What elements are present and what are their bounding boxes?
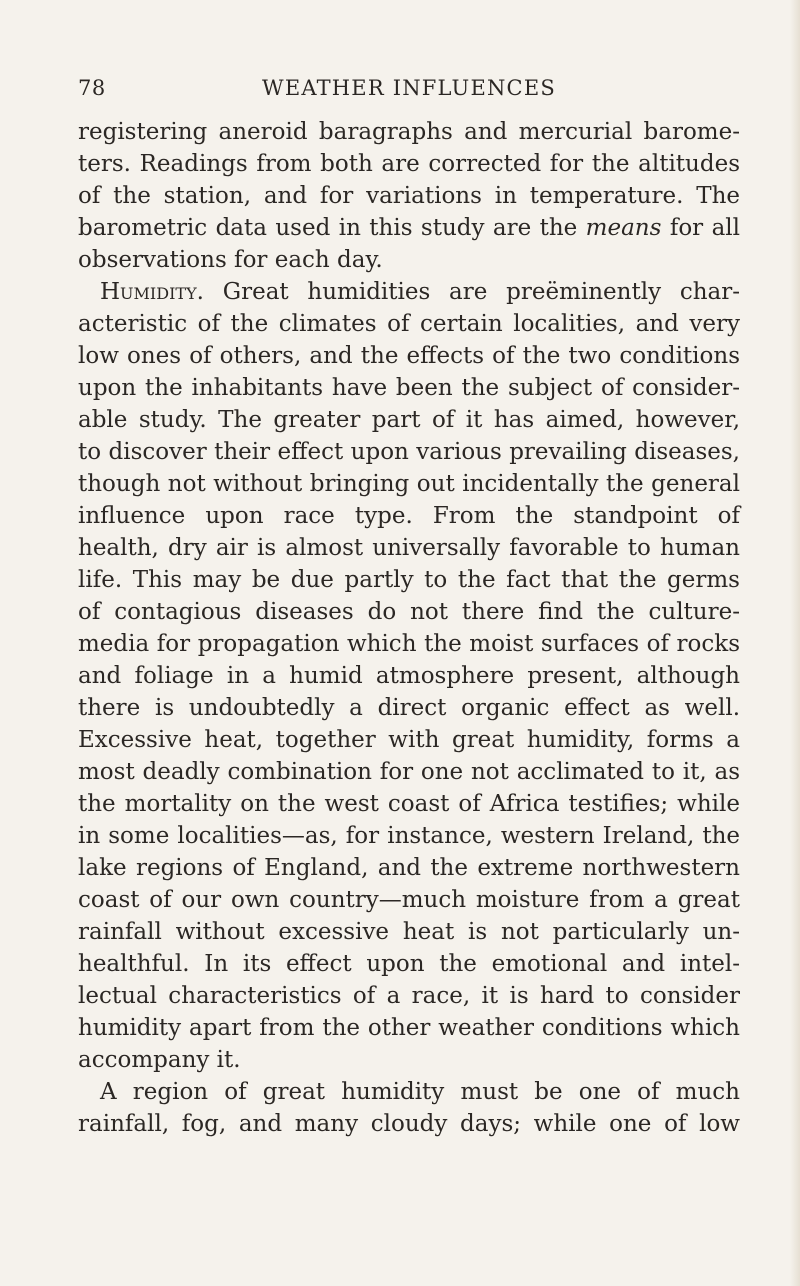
text-line: upon the inhabitants have been the subject of consider-	[78, 375, 740, 401]
page-edge-shadow	[790, 0, 800, 1286]
text-line: coast of our own country—much moisture from a great	[78, 887, 740, 913]
text-segment: for all	[661, 215, 741, 241]
text-line: there is undoubtedly a direct organic effect as well.	[78, 695, 740, 721]
text-line: Excessive heat, together with great humidity, forms a	[78, 727, 740, 753]
text-line	[78, 212, 740, 244]
text-line: low ones of others, and the effects of the two conditions	[78, 343, 740, 369]
emphasis-means: means	[585, 215, 662, 241]
text-line: most deadly combination for one not acclimated to it, as	[78, 759, 740, 785]
text-line: acteristic of the climates of certain localities, and very	[78, 311, 740, 337]
running-title: WEATHER INFLUENCES	[262, 76, 556, 100]
text-line: rainfall, fog, and many cloudy days; while one of low	[78, 1111, 740, 1137]
text-segment: barometric data used in this study are the	[78, 215, 586, 241]
text-line: the mortality on the west coast of Africa testifies; while	[78, 791, 740, 817]
paragraph-barometric	[78, 116, 740, 276]
text-line: of contagious diseases do not there find the culture-	[78, 599, 740, 625]
text-line: rainfall without excessive heat is not particularly un-	[78, 919, 740, 945]
running-head	[78, 76, 740, 106]
paragraph-region	[78, 1076, 740, 1140]
text-line: lake regions of England, and the extreme northwestern	[78, 855, 740, 881]
text-line: ters. Readings from both are corrected for the altitudes	[78, 151, 740, 177]
paragraph-humidity	[78, 276, 740, 1076]
text-line: to discover their effect upon various prevailing diseases,	[78, 439, 740, 465]
text-line: humidity apart from the other weather conditions which	[78, 1015, 740, 1041]
text-line: A region of great humidity must be one of much	[100, 1079, 740, 1105]
page-number: 78	[78, 76, 106, 100]
text-line: influence upon race type. From the standpoint of	[78, 503, 740, 529]
section-heading-humidity: Humidity.	[100, 279, 204, 305]
text-line: life. This may be due partly to the fact that the germs	[78, 567, 740, 593]
text-line: in some localities—as, for instance, western Ireland, the	[78, 823, 740, 849]
body-text	[78, 116, 740, 1140]
text-line: media for propagation which the moist surfaces of rocks	[78, 631, 740, 657]
text-line: of the station, and for variations in temperature. The	[78, 183, 740, 209]
text-segment: Great humidities are preëminently char-	[203, 279, 740, 305]
text-line: though not without bringing out incidentally the general	[78, 471, 740, 497]
text-line: healthful. In its effect upon the emotional and intel-	[78, 951, 740, 977]
text-line: accompany it.	[78, 1047, 241, 1073]
text-line: lectual characteristics of a race, it is hard to consider	[78, 983, 740, 1009]
text-line	[78, 276, 740, 308]
text-line: observations for each day.	[78, 247, 383, 273]
text-line: able study. The greater part of it has aimed, however,	[78, 407, 740, 433]
text-line: and foliage in a humid atmosphere present, although	[78, 663, 740, 689]
text-line: health, dry air is almost universally favorable to human	[78, 535, 740, 561]
text-line: registering aneroid baragraphs and mercurial barome-	[78, 119, 740, 145]
